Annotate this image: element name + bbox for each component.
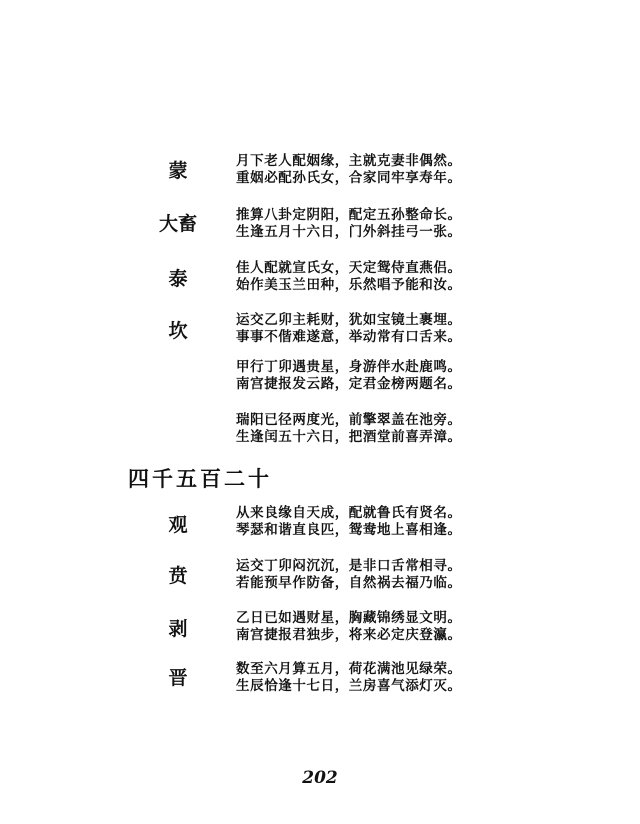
verse-line: 数至六月算五月，荷花满池见绿荣。: [236, 661, 462, 677]
verse-line: 生逢五月十六日，门外斜挂弓一张。: [236, 224, 462, 240]
verse-line: 重姻必配孙氏女，合家同牢享寿年。: [236, 170, 462, 186]
verse-block: [236, 207, 462, 241]
verse-block: [236, 558, 462, 592]
verse-block: [236, 661, 462, 695]
verse-block: [236, 260, 462, 294]
page-number: 202: [302, 768, 338, 788]
verse-line: 生逢闰五十六日，把酒堂前喜弄漳。: [236, 429, 462, 445]
verse-line: 南宫捷报发云路，定君金榜两题名。: [236, 376, 462, 392]
hexagram-label-dachu: 大畜: [158, 213, 197, 235]
verse-block: [236, 505, 462, 539]
verse-block: [236, 359, 462, 393]
hexagram-label-meng: 蒙: [168, 160, 188, 182]
verse-block: [236, 610, 462, 644]
verse-block: [236, 312, 462, 346]
hexagram-label-guan: 观: [168, 514, 188, 536]
verse-line: 生辰恰逢十七日，兰房喜气添灯灭。: [236, 678, 462, 694]
verse-line: 从来良缘自天成，配就鲁氏有贤名。: [236, 505, 462, 521]
verse-line: 始作美玉兰田种，乐然唱予能和汝。: [236, 277, 462, 293]
hexagram-label-kan: 坎: [168, 320, 188, 342]
verse-line: 南宫捷报君独步，将来必定庆登瀛。: [236, 627, 462, 643]
verse-line: 佳人配就宣氏女，天定鸳侍直燕侣。: [236, 260, 462, 276]
verse-block: [236, 153, 462, 187]
verse-block: [236, 412, 462, 446]
verse-line: 运交丁卯闷沉沉，是非口舌常相寻。: [236, 558, 462, 574]
verse-line: 月下老人配姻缘，主就克妻非偶然。: [236, 153, 462, 169]
verse-line: 推算八卦定阴阳，配定五孙整命长。: [236, 207, 462, 223]
hexagram-label-bo: 剥: [168, 618, 188, 640]
verse-line: 运交乙卯主耗财，犹如宝镜土裹埋。: [236, 312, 462, 328]
hexagram-label-bi: 贲: [168, 565, 188, 587]
hexagram-label-jin: 晋: [168, 667, 188, 689]
hexagram-label-tai: 泰: [168, 268, 188, 290]
verse-line: 乙日已如遇财星，胸藏锦绣显文明。: [236, 610, 462, 626]
verse-line: 事事不偕难遂意，举动常有口舌来。: [236, 329, 462, 345]
verse-line: 琴瑟和谐直良匹，鸳鸯地上喜相逢。: [236, 522, 462, 538]
verse-line: 甲行丁卯遇贵星，身游伴水赴鹿鸣。: [236, 359, 462, 375]
section-heading: 四千五百二十: [128, 466, 272, 491]
verse-line: 瑞阳已径两度光，前擎翠盖在池旁。: [236, 412, 462, 428]
verse-line: 若能预早作防备，自然祸去福乃临。: [236, 575, 462, 591]
